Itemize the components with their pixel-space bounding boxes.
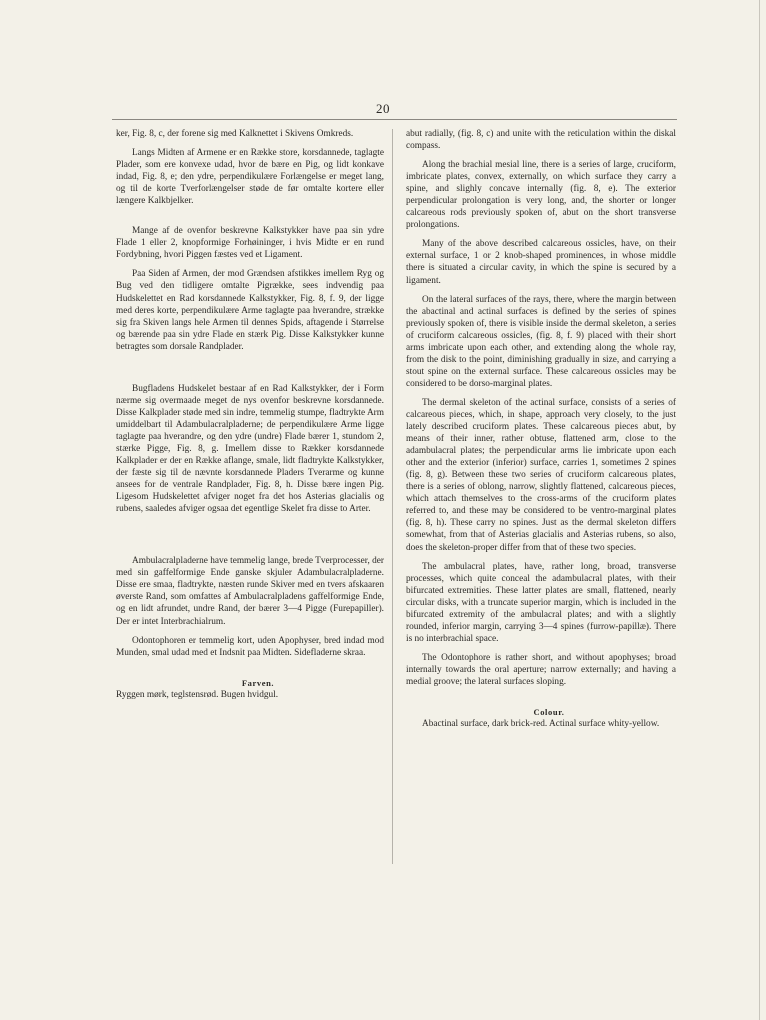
page-edge [759, 0, 760, 1020]
right-paragraph-7: The Odontophore is rather short, and without apophyses; broad internally towards the oral aperture; narrow externally; and having a medial groove; the lateral surfaces sloping. [406, 652, 676, 687]
page-number: 20 [376, 101, 390, 116]
left-paragraph-3: Mange af de ovenfor beskrevne Kalkstykker have paa sin ydre Flade 1 eller 2, knopformige Forhøininger, i hvis Midte er en rund Fordybning, hvori Piggen fæstes ved et Ligament. [116, 226, 384, 261]
right-section-heading: Colour. [533, 707, 565, 718]
left-paragraph-8: Ryggen mørk, teglstensrød. Bugen hvidgul. [116, 689, 279, 700]
left-paragraph-5: Bugfladens Hudskelet bestaar af en Rad Kalkstykker, der i Form nærme sig overmaade meget de nys ovenfor beskrevne korsdannede. Disse Kalkplader støde med sin indre, temmelig stumpe, fladtrykte Arm umiddelbart til Adambulacralpladerne; de perpendikulære Arme ligge taglagte paa hverandre, og den ydre (undre) Flade bærer 1, stundom 2, stærke Pigge, Fig. 8, g. Imellem disse to Rækker korsdannede Kalkplader er der en Række aflange, smale, lidt fladtrykte Kalkstykker, der fæste sig til de nævnte korsdannede Pladers Tverarme og kunne ansees for de ventrale Randplader, Fig. 8, h. Disse bære ingen Pig. Ligesom Hudskelettet afviger noget fra det hos Asterias glacialis og rubens, saaledes afviger ogsaa det egentlige Skelet fra disse to Arter. [116, 383, 384, 515]
left-paragraph-4: Paa Siden af Armen, der mod Grændsen afstikkes imellem Ryg og Bug ved den tidligere omtalte Pigrække, sees indvendig paa Hudskelettet en Rad korsdannede Kalkstykker, Fig. 8, f. 9, der ligge med deres korte, perpendikulære Arme taglagte paa hverandre, strække sig fra Skiven langs hele Armen til dennes Spids, aftagende i Størrelse og bærende paa sin ydre Flade en stærk Pig. Disse Kalkstykker kunne betragtes som dorsale Randplader. [116, 269, 384, 352]
left-column [116, 128, 384, 701]
right-paragraph-8: Abactinal surface, dark brick-red. Actinal surface whity-yellow. [422, 719, 660, 730]
left-section-heading: Farven. [241, 677, 275, 688]
right-paragraph-4: On the lateral surfaces of the rays, there, where the margin between the abactinal and actinal surfaces is defined by the series of spines previously spoken of, there is visible inside the dermal skeleton, a series of cruciform calcareous ossicles, (fig. 8, f. 9) placed with their short arms imbricate upon each other, and extending along the whole ray, from the disk to the point, diminishing gradually in size, and carrying a stout spine on the external surface. These calcareous ossicles may be considered to be dorso-marginal plates. [406, 294, 676, 389]
header-rule [112, 119, 677, 120]
left-paragraph-2: Langs Midten af Armene er en Række store, korsdannede, taglagte Plader, som ere konvexe udad, hvor de bære en Pig, og lidt konkave indad, Fig. 8, e; den ydre, perpendikulære Forlængelse er meget lang, og til de korte Tverforlængelser støde de før omtalte kortere eller længere Kalkbjelker. [116, 148, 384, 207]
right-paragraph-3: Many of the above described calcareous ossicles, have, on their external surface, 1 or 2 knob-shaped prominences, in whose middle there is situated a circular cavity, in which the spine is secured by a ligament. [406, 239, 676, 286]
left-paragraph-6: Ambulacralpladerne have temmelig lange, brede Tverprocesser, der med sin gaffelformige Ende ganske skjuler Adambulacralpladerne. Disse ere smaa, fladtrykte, næsten runde Skiver med en tvers afskaaren øverste Rand, som omfattes af Ambulacralpladens gaffelformige Ende, og en lidt afrundet, undre Rand, der bærer 3—4 Pigge (Furepapiller). Der er intet Interbrachialrum. [116, 556, 384, 627]
right-paragraph-5: The dermal skeleton of the actinal surface, consists of a series of calcareous pieces, which, in shape, approach very closely, to the just lately described cruciform plates. These calcareous pieces abut, by means of their inner, rather obtuse, flattened arm, close to the adambulacral plates; the perpendicular arms lie imbricate upon each other and the exterior (inferior) surface, carries 1, sometimes 2 spines (fig. 8, g). Between these two series of cruciform calcareous plates, there is a series of oblong, narrow, slightly flattened, calcareous pieces, which attach themselves to the cross-arms of the cruciform plates referred to, and these may be considered to be ventro-marginal plates (fig. 8, h). These carry no spines. Just as the dermal skeleton differs somewhat, from that of Asterias glacialis and Asterias rubens, so also, does the skeleton-proper differ from that of these two species. [406, 397, 676, 553]
left-paragraph-1: ker, Fig. 8, c, der forene sig med Kalknettet i Skivens Omkreds. [116, 129, 354, 139]
right-paragraph-1: abut radially, (fig. 8, c) and unite with the reticulation within the diskal compass. [406, 129, 676, 152]
right-paragraph-6: The ambulacral plates, have, rather long, broad, transverse processes, which quite conceal the adambulacral plates, with their bifurcated extremities. These latter plates are small, flattened, nearly circular disks, with a truncate superior margin, which is included in the bifurcated extremity of the ambulacral plates; and with a slightly rounded, inferior margin, carrying 3—4 spines (furrow-papillæ). There is no interbrachial space. [406, 561, 676, 644]
column-divider [392, 129, 393, 864]
left-paragraph-7: Odontophoren er temmelig kort, uden Apophyser, bred indad mod Munden, smal udad med et Indsnit paa Midten. Sidefladerne skraa. [116, 635, 384, 658]
right-paragraph-2: Along the brachial mesial line, there is a series of large, cruciform, imbricate plates, convex, externally, on which surface they carry a spine, and slighly concave internally (fig. 8, e). The exterior perpendicular prolongation is very long, and, the shorter or longer calcareous rods previously spoken of, abut on the short transverse prolongations. [406, 160, 676, 231]
right-column [406, 128, 676, 730]
